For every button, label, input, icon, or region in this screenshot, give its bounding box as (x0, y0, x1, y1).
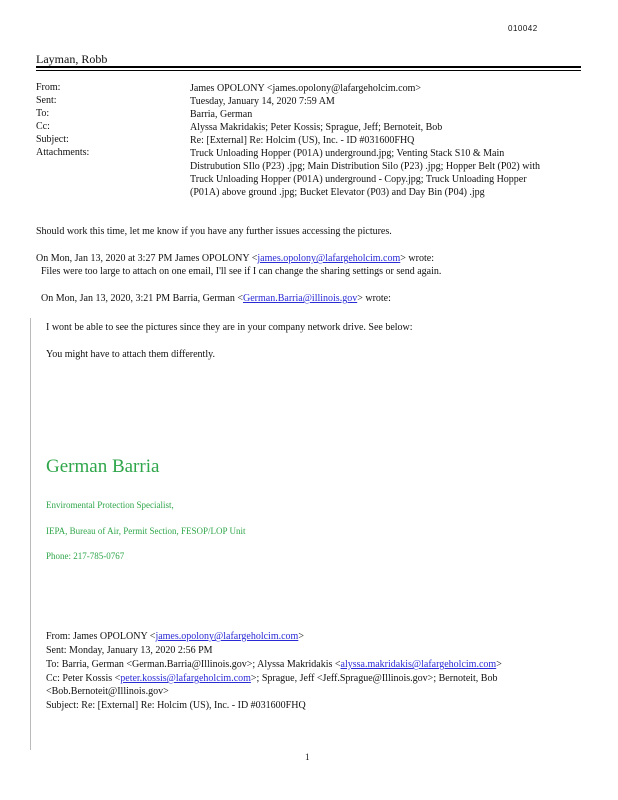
forward-from-link[interactable]: james.opolony@lafargeholcim.com (155, 631, 299, 642)
forward-to-end: > (496, 659, 502, 670)
opolony-email-link[interactable]: james.opolony@lafargeholcim.com (257, 253, 401, 264)
forward-to-link[interactable]: alyssa.makridakis@lafargeholcim.com (340, 659, 497, 670)
forward-to-text: To: Barria, German <German.Barria@Illinois.gov>; Alyssa Makridakis < (46, 659, 341, 670)
quote-header-2 (41, 293, 391, 304)
quote-header-1-prefix: On Mon, Jan 13, 2020 at 3:27 PM James OPOLONY < (36, 253, 258, 264)
subject-label: Subject: (36, 134, 69, 145)
forward-from-text: From: James OPOLONY < (46, 631, 156, 642)
quote-line-3: You might have to attach them differently. (46, 349, 215, 360)
barria-email-link[interactable]: German.Barria@illinois.gov (243, 293, 358, 304)
to-value: Barria, German (190, 109, 253, 120)
from-label: From: (36, 82, 61, 93)
forward-cc-continued: <Bob.Bernoteit@Illinois.gov> (46, 686, 169, 697)
forward-from (46, 631, 304, 643)
subject-value: Re: [External] Re: Holcim (US), Inc. - ID #031600FHQ (190, 135, 415, 146)
attachments-value: Truck Unloading Hopper (P01A) underground.jpg; Venting Stack S10 & Main Distrubution SIlo (P23) .jpg; Main Distribution Silo (P23) .jpg; Hopper Belt (P02) with Truck Unloading Hopper (P01A) underground - Copy.jpg; Truck Unloading Hopper (P01A) above ground .jpg; Bucket Elevator (P03) and Day Bin (P04) .jpg (190, 148, 540, 198)
page-id: 010042 (508, 24, 538, 33)
quote-header-1 (36, 253, 434, 264)
quote-line-2: I wont be able to see the pictures since they are in your company network drive. See below: (46, 322, 413, 333)
forward-cc-link[interactable]: peter.kossis@lafargeholcim.com (120, 673, 251, 684)
reply-line: Should work this time, let me know if you have any further issues accessing the pictures. (36, 226, 392, 237)
signature-title: Enviromental Protection Specialist, (46, 500, 174, 510)
cc-value: Alyssa Makridakis; Peter Kossis; Sprague, Jeff; Bernoteit, Bob (190, 122, 443, 133)
to-label: To: (36, 108, 50, 119)
page-number: 1 (305, 752, 310, 762)
forward-to (46, 659, 502, 671)
forward-cc-text: Cc: Peter Kossis < (46, 673, 121, 684)
forward-sent: Sent: Monday, January 13, 2020 2:56 PM (46, 645, 213, 656)
from-value: James OPOLONY <james.opolony@lafargeholcim.com> (190, 83, 422, 94)
cc-label: Cc: (36, 121, 50, 132)
quote-bar (30, 318, 31, 750)
quote-header-2-suffix: > wrote: (357, 293, 391, 304)
signature-name: German Barria (46, 456, 160, 477)
sent-value: Tuesday, January 14, 2020 7:59 AM (190, 96, 335, 107)
signature-dept: IEPA, Bureau of Air, Permit Section, FESOP/LOP Unit (46, 526, 246, 536)
header-rule-thin (36, 70, 581, 71)
forward-cc-end: >; Sprague, Jeff <Jeff.Sprague@Illinois.gov>; Bernoteit, Bob (250, 673, 498, 684)
mailbox-owner: Layman, Robb (36, 52, 108, 66)
quote-line-1: Files were too large to attach on one email, I'll see if I can change the sharing settings or send again. (41, 266, 442, 277)
forward-from-end: > (298, 631, 304, 642)
forward-subject: Subject: Re: [External] Re: Holcim (US), Inc. - ID #031600FHQ (46, 700, 306, 711)
signature-phone: Phone: 217-785-0767 (46, 551, 125, 561)
forward-cc (46, 673, 497, 685)
quote-header-1-suffix: > wrote: (400, 253, 434, 264)
sent-label: Sent: (36, 95, 57, 106)
quote-header-2-prefix: On Mon, Jan 13, 2020, 3:21 PM Barria, German < (41, 293, 244, 304)
header-rule (36, 66, 581, 68)
attachments-label: Attachments: (36, 147, 90, 158)
